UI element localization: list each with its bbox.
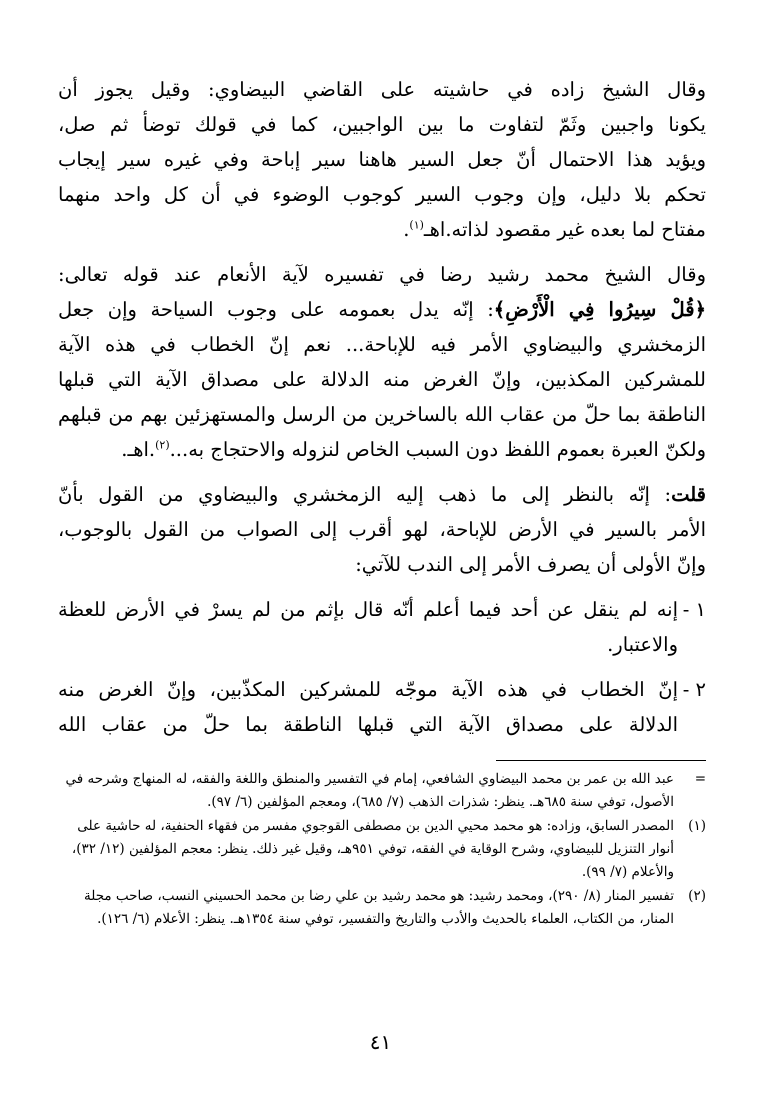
qult-label: قلت — [671, 483, 706, 506]
text-line: وإنّ الأولى أن يصرف الأمر إلى الندب للآتي: — [355, 553, 706, 576]
text-line: الناطقة بما حلّ من عقاب الله بالساخرين من الرسل والمستهزئين بهم من قبلهم — [58, 403, 706, 426]
text-line: تحكم بلا دليل، وإن وجوب السير كوجوب الوضوء في أن كل واحد منهما — [58, 183, 706, 206]
footnote-ref-1[interactable]: (١) — [409, 218, 424, 232]
main-text — [58, 72, 706, 742]
text-line: يكونا واجبين وثَمّ لتفاوت ما بين الواجبين، كما في قولك توضأ ثم صل، — [58, 113, 706, 136]
paragraph-sheikh-zadeh — [58, 72, 706, 247]
list-item-text — [58, 592, 678, 662]
paragraph-qult — [58, 477, 706, 582]
text-line: الزمخشري والبيضاوي الأمر فيه للإباحة... نعم إنّ الخطاب في هذه الآية — [58, 333, 706, 356]
list-item — [58, 672, 706, 742]
text-line — [58, 477, 706, 512]
text-line: إنّ الخطاب في هذه الآية موجّه للمشركين المكذّبين، وإنّ الغرض منه — [58, 678, 678, 701]
footnote-separator — [496, 760, 706, 761]
line-end: .اهـ. — [121, 438, 156, 461]
footnote-mark: (٢) — [688, 888, 706, 904]
text-line: الدلالة على مصداق الآية التي قبلها الناطقة بما حلّ من عقاب الله — [58, 713, 678, 736]
quran-verse: ﴿قُلْ سِيرُوا فِي الْأَرْضِ﴾ — [493, 298, 706, 321]
line-text: : إنّه بالنظر إلى ما ذهب إليه الزمخشري والبيضاوي من القول بأنّ — [58, 483, 672, 506]
footnote-1 — [58, 815, 706, 884]
paragraph-rashid-rida — [58, 257, 706, 467]
footnote-text: المصدر السابق، وزاده: هو محمد محيي الدين بن مصطفى القوجوي مفسر من فقهاء الحنفية، له حاشية على أنوار التنزيل للبيضاوي، وشرح الوقاية في الفقه، توفي ٩٥١هـ، وقيل غير ذلك. ينظر: معجم المؤلفين (١٢/ ٣٢)، والأعلام (٧/ ٩٩). — [71, 818, 674, 880]
text-line: الأمر بالسير في الأرض للإباحة، لهو أقرب إلى الصواب من القول بالوجوب، — [58, 518, 706, 541]
footnote-2 — [58, 885, 706, 931]
list-item — [58, 592, 706, 662]
footnote-mark: = — [694, 771, 706, 787]
text-line — [58, 292, 706, 327]
page-number: ٤١ — [369, 1030, 392, 1054]
footnote-continuation — [58, 768, 706, 814]
text-line: وقال الشيخ محمد رشيد رضا في تفسيره لآية الأنعام عند قوله تعالى: — [58, 263, 706, 286]
footnote-text: تفسير المنار (٨/ ٢٩٠)، ومحمد رشيد: هو محمد رشيد بن علي رضا بن محمد الحسيني النسب، صاحب مجلة المنار، من الكتاب، العلماء بالحديث والأدب والتاريخ والتفسير، توفي سنة ١٣٥٤هـ. ينظر: الأعلام (٦/ ١٢٦). — [83, 888, 674, 927]
line-text: مفتاح لما بعده غير مقصود لذاته.اهـ — [423, 218, 706, 241]
line-end: . — [403, 218, 410, 241]
text-line: للمشركين المكذبين، وإنّ الغرض منه الدلالة على مصداق الآية التي قبلها — [58, 368, 706, 391]
footnote-ref-2[interactable]: (٢) — [155, 438, 170, 452]
text-line: ويؤيد هذا الاحتمال أنّ جعل السير هاهنا سير إباحة وفي غيره سير إيجاب — [58, 148, 706, 171]
text-line — [58, 212, 706, 247]
line-text: ولكنّ العبرة بعموم اللفظ دون السبب الخاص لنزوله والاحتجاج به... — [169, 438, 706, 461]
text-line — [58, 432, 706, 467]
list-item-number: ١ - — [682, 598, 706, 621]
footnote-mark: (١) — [688, 818, 706, 834]
text-line: وقال الشيخ زاده في حاشيته على القاضي البيضاوي: وقيل يجوز أن — [58, 78, 706, 101]
line-text: : إنّه يدل بعمومه على وجوب السياحة وإن جعل — [58, 298, 494, 321]
list-item-text — [58, 672, 678, 742]
text-line: والاعتبار. — [607, 633, 678, 656]
text-line: إنه لم ينقل عن أحد فيما أعلم أنّه قال بإثم من لم يسرْ في الأرض للعظة — [58, 598, 678, 621]
list-item-number: ٢ - — [682, 678, 706, 701]
footnotes — [58, 768, 706, 932]
footnote-text: عبد الله بن عمر بن محمد البيضاوي الشافعي، إمام في التفسير والمنطق واللغة والفقه، له المنهاج وشرحه في الأصول، توفي سنة ٦٨٥هـ. ينظر: شذرات الذهب (٧/ ٦٨٥)، ومعجم المؤلفين (٦/ ٩٧). — [65, 771, 674, 810]
